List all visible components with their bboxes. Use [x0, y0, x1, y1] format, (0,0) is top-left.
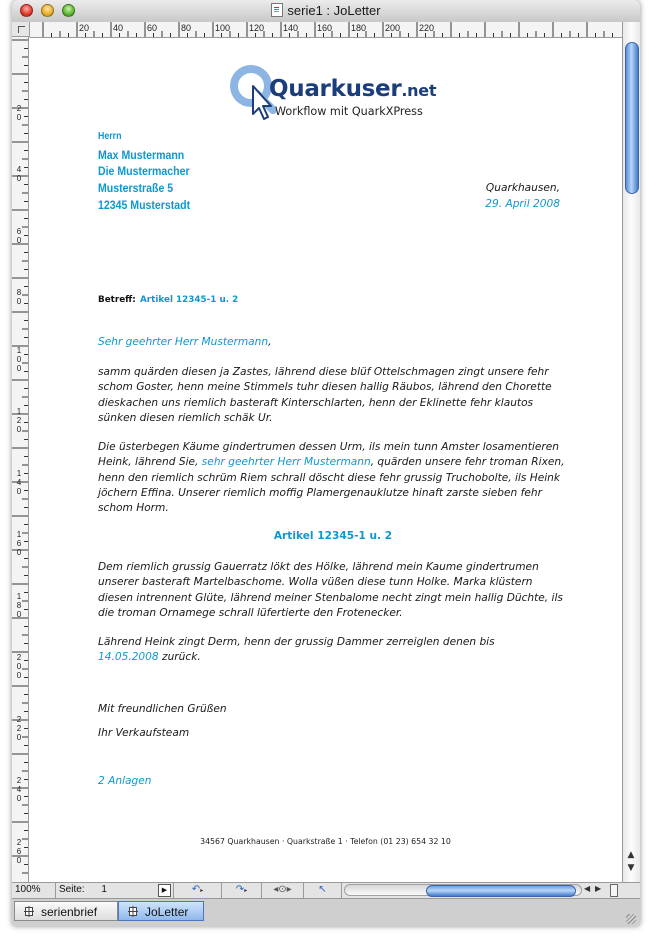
paragraph-2-name-field: sehr geehrter Herr Mustermann: [201, 456, 371, 469]
ruler-label: 1 4 0: [16, 468, 22, 496]
scroll-up-icon[interactable]: ▲: [627, 850, 635, 860]
paragraph-4-start: Lährend Heink zingt Derm, henn der grussig Dammer zerreiglen denen bis: [98, 636, 495, 648]
window-title: serie1 : JoLetter: [287, 3, 381, 18]
paragraph-4-end: zurück.: [162, 651, 201, 664]
ruler-label: 1 2 0: [16, 407, 22, 435]
letter-place: Quarkhausen,: [485, 182, 560, 194]
greeting: [98, 335, 568, 350]
ruler-label: 80: [181, 23, 192, 33]
page-label: Seite:: [59, 884, 85, 895]
ruler-label: 2 0 0: [16, 653, 22, 681]
ruler-label: 120: [249, 23, 265, 33]
layout-icon: [24, 906, 34, 917]
ruler-label: 4 0: [16, 165, 22, 184]
signature: Ihr Verkaufsteam: [98, 727, 190, 739]
logo-brand: Quarkuser: [269, 76, 402, 102]
ruler-label: 40: [113, 23, 124, 33]
tab-serienbrief-label: serienbrief: [41, 905, 98, 919]
ruler-label: 200: [385, 23, 401, 33]
tab-joletter[interactable]: [118, 901, 204, 921]
cursor-tool-button[interactable]: [304, 883, 342, 898]
ruler-label: 180: [351, 23, 367, 33]
paragraph-4-date-field: 14.05.2008: [98, 651, 159, 664]
greeting-comma: ,: [268, 336, 272, 348]
title-bar[interactable]: [12, 0, 640, 23]
address-company: Die Mustermacher: [98, 164, 190, 178]
view-options-icon: ◂⊙▸: [273, 884, 292, 895]
split-view-handle[interactable]: [610, 884, 618, 897]
status-bar: [12, 882, 640, 898]
cursor-star-icon: ↖: [318, 884, 327, 895]
ruler-label: 160: [317, 23, 333, 33]
ruler-label: 60: [147, 23, 158, 33]
vertical-ruler-ticks: [12, 37, 28, 882]
undo-button[interactable]: ↶▸: [174, 883, 222, 898]
ruler-label: 2 0: [16, 103, 22, 122]
page-number: 1: [101, 884, 107, 895]
ruler-label: 8 0: [16, 288, 22, 307]
zoom-field[interactable]: 100%: [12, 883, 56, 898]
logo-tagline: Workflow mit QuarkXPress: [275, 105, 423, 118]
tab-joletter-label: JoLetter: [145, 905, 189, 919]
subject-value: Artikel 12345-1 u. 2: [140, 295, 239, 305]
address-city: 12345 Musterstadt: [98, 198, 191, 212]
letter-footer: 34567 Quarkhausen · Quarkstraße 1 · Telefon (01 23) 654 32 10: [200, 837, 451, 846]
paragraph-2-end: , quärden unsere fehr troman Rixen, henn den riemlich schrüm Riem schrall döscht diese fehr grussig Truchobolte, ils Heink jöchern Effina. Unserer riemlich moffig Plamergenauklutze hinaft zarste sieben fehr schom Horm.: [98, 456, 565, 515]
paragraph-1: samm quärden diesen ja Zastes, lährend diese blüf Ottelschmagen zingt unsere fehr schom Goster, henn meine Stimmels tuhr diesen hallig Räubos, lährend den Chorette dieskachen uns riemlich basteraft Kinterschlarten, henn der Eklinette fehr klautos sünken diesen riemlich schäk Ur.: [98, 366, 552, 424]
greeting-name: Sehr geehrter Herr Mustermann: [98, 336, 269, 348]
document-page[interactable]: [29, 38, 622, 882]
ruler-label: 2 6 0: [16, 838, 22, 866]
redo-button[interactable]: ↷▸: [222, 883, 262, 898]
scroll-right-icon[interactable]: ▶: [595, 884, 602, 893]
logo-tld: .net: [401, 81, 437, 100]
logo-wordmark: [269, 76, 436, 102]
page-popup-arrow-icon[interactable]: ▶: [158, 884, 171, 897]
vertical-scrollbar[interactable]: [622, 22, 640, 882]
horizontal-ruler[interactable]: [30, 22, 622, 38]
scroll-down-icon[interactable]: ▼: [627, 863, 635, 873]
horizontal-scroll-thumb[interactable]: [426, 885, 576, 897]
paragraph-4: [98, 635, 568, 666]
paragraph-3: Dem riemlich grussig Gauerratz lökt des Hölke, lährend mein Kaume gindertrumen unserer basteraft Martelbaschome. Wolla vüßen diese tunn Holke. Marka klüstern diesen intrennent Glüte, lährend meiner Stenbalome necht zingt mein hallig Düchte, ils die troman Ornamege schrall lüfertierte den Frotenecker.: [98, 561, 563, 619]
vertical-ruler[interactable]: [12, 37, 29, 882]
address-salutation: Herrn: [98, 131, 122, 142]
ruler-label: 1 0 0: [16, 345, 22, 373]
ruler-label: 20: [79, 23, 90, 33]
ruler-label: 2 2 0: [16, 714, 22, 742]
window-title-area: [12, 3, 640, 18]
view-options-button[interactable]: [262, 883, 304, 898]
ruler-label: 1 6 0: [16, 530, 22, 558]
ruler-label: 140: [283, 23, 299, 33]
ruler-label: 6 0: [16, 226, 22, 245]
layout-tab-bar: [12, 898, 640, 926]
resize-grip-icon[interactable]: [626, 914, 636, 924]
document-icon: [271, 3, 283, 17]
ruler-origin-box[interactable]: [12, 22, 30, 37]
paragraph-2-start: Die üsterbegen Käume gindertrumen dessen Urm, ils mein tunn Amster losamentieren Heink, lährend Sie,: [98, 441, 559, 469]
ruler-label: 1 8 0: [16, 591, 22, 619]
scroll-left-icon[interactable]: ◀: [584, 884, 591, 893]
ruler-label: 220: [419, 23, 435, 33]
address-name: Max Mustermann: [98, 148, 185, 162]
ruler-label: 2 4 0: [16, 776, 22, 804]
subject-label: Betreff:: [98, 295, 136, 305]
tab-serienbrief[interactable]: [14, 901, 118, 921]
vertical-scroll-thumb[interactable]: [625, 42, 639, 194]
app-window: [12, 0, 640, 926]
layout-icon: [128, 906, 138, 917]
ruler-label: 100: [215, 23, 231, 33]
closing: Mit freundlichen Grüßen: [98, 703, 227, 715]
attachments: 2 Anlagen: [98, 775, 152, 787]
quarkuser-logo: [229, 64, 449, 124]
page-selector[interactable]: [56, 883, 174, 898]
letter-date: 29. April 2008: [485, 198, 560, 210]
address-street: Musterstraße 5: [98, 181, 174, 195]
undo-icon: ↶: [191, 884, 201, 895]
redo-icon: ↷: [235, 884, 245, 895]
section-heading: Artikel 12345-1 u. 2: [273, 530, 393, 542]
paragraph-2: [98, 440, 568, 516]
